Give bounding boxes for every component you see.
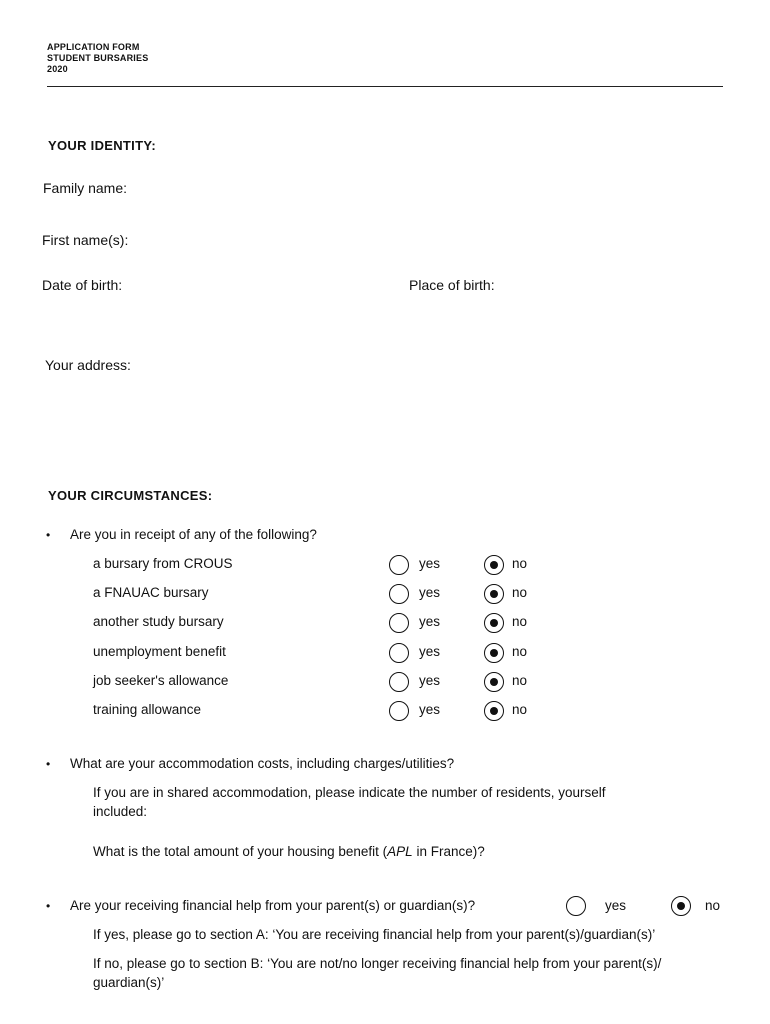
benefit-no-label: no: [512, 702, 528, 717]
benefit-yes-label: yes: [419, 556, 441, 571]
benefit-no-radio[interactable]: [484, 672, 504, 692]
benefit-no-radio[interactable]: [484, 613, 504, 633]
first-names-label: First name(s):: [42, 232, 129, 248]
housing-benefit-text-post: in France)?: [412, 844, 485, 859]
benefit-yes-label: yes: [419, 644, 441, 659]
section-b-instruction-line1: If no, please go to section B: ‘You are not/no longer receiving financial help from your parent(s)/: [93, 956, 662, 971]
shared-accommodation-note-line1: If you are in shared accommodation, please indicate the number of residents, yourself: [93, 785, 606, 800]
benefit-yes-radio[interactable]: [389, 555, 409, 575]
header-line-year: 2020: [47, 64, 68, 74]
benefit-label: job seeker's allowance: [93, 673, 229, 688]
benefit-no-radio[interactable]: [484, 701, 504, 721]
benefit-no-label: no: [512, 585, 528, 600]
question-parental-help: Are your receiving financial help from your parent(s) or guardian(s)?: [70, 898, 476, 913]
benefit-yes-label: yes: [419, 614, 441, 629]
shared-accommodation-note-line2: included:: [93, 804, 148, 819]
place-of-birth-label: Place of birth:: [409, 277, 495, 293]
header-line-bursaries: STUDENT BURSARIES: [47, 53, 149, 63]
benefit-yes-radio[interactable]: [389, 584, 409, 604]
benefit-yes-label: yes: [419, 585, 441, 600]
parental-help-yes-label: yes: [605, 898, 627, 913]
benefit-label: training allowance: [93, 702, 202, 717]
bullet-q3: •: [46, 899, 51, 913]
bullet-q2: •: [46, 757, 51, 771]
header-line-form: APPLICATION FORM: [47, 42, 140, 52]
benefit-no-radio[interactable]: [484, 643, 504, 663]
parental-help-no-label: no: [705, 898, 721, 913]
identity-section-title: YOUR IDENTITY:: [48, 138, 156, 153]
parental-help-yes-radio[interactable]: [566, 896, 586, 916]
benefit-yes-label: yes: [419, 702, 441, 717]
section-a-instruction: If yes, please go to section A: ‘You are receiving financial help from your parent(s)/guardian(s)’: [93, 927, 656, 942]
benefit-label: a bursary from CROUS: [93, 556, 233, 571]
benefit-no-radio[interactable]: [484, 584, 504, 604]
benefit-yes-radio[interactable]: [389, 643, 409, 663]
housing-benefit-question: [93, 844, 485, 859]
bullet-q1: •: [46, 528, 51, 542]
housing-benefit-text-pre: What is the total amount of your housing benefit (: [93, 844, 388, 859]
benefit-no-label: no: [512, 614, 528, 629]
benefit-no-label: no: [512, 644, 528, 659]
benefit-yes-label: yes: [419, 673, 441, 688]
benefit-label: another study bursary: [93, 614, 224, 629]
housing-benefit-apl: APL: [387, 844, 413, 859]
date-of-birth-label: Date of birth:: [42, 277, 123, 293]
benefit-label: a FNAUAC bursary: [93, 585, 209, 600]
header-divider: [47, 86, 723, 87]
benefit-no-radio[interactable]: [484, 555, 504, 575]
benefit-yes-radio[interactable]: [389, 613, 409, 633]
section-b-instruction-line2: guardian(s)’: [93, 975, 165, 990]
parental-help-no-radio[interactable]: [671, 896, 691, 916]
circumstances-section-title: YOUR CIRCUMSTANCES:: [48, 488, 213, 503]
benefit-no-label: no: [512, 556, 528, 571]
address-label: Your address:: [45, 357, 131, 373]
form-header: [47, 42, 148, 75]
question-accommodation: What are your accommodation costs, including charges/utilities?: [70, 756, 455, 771]
benefit-yes-radio[interactable]: [389, 701, 409, 721]
benefit-no-label: no: [512, 673, 528, 688]
benefit-label: unemployment benefit: [93, 644, 226, 659]
benefit-yes-radio[interactable]: [389, 672, 409, 692]
question-receipt: Are you in receipt of any of the following?: [70, 527, 317, 542]
family-name-label: Family name:: [43, 180, 128, 196]
